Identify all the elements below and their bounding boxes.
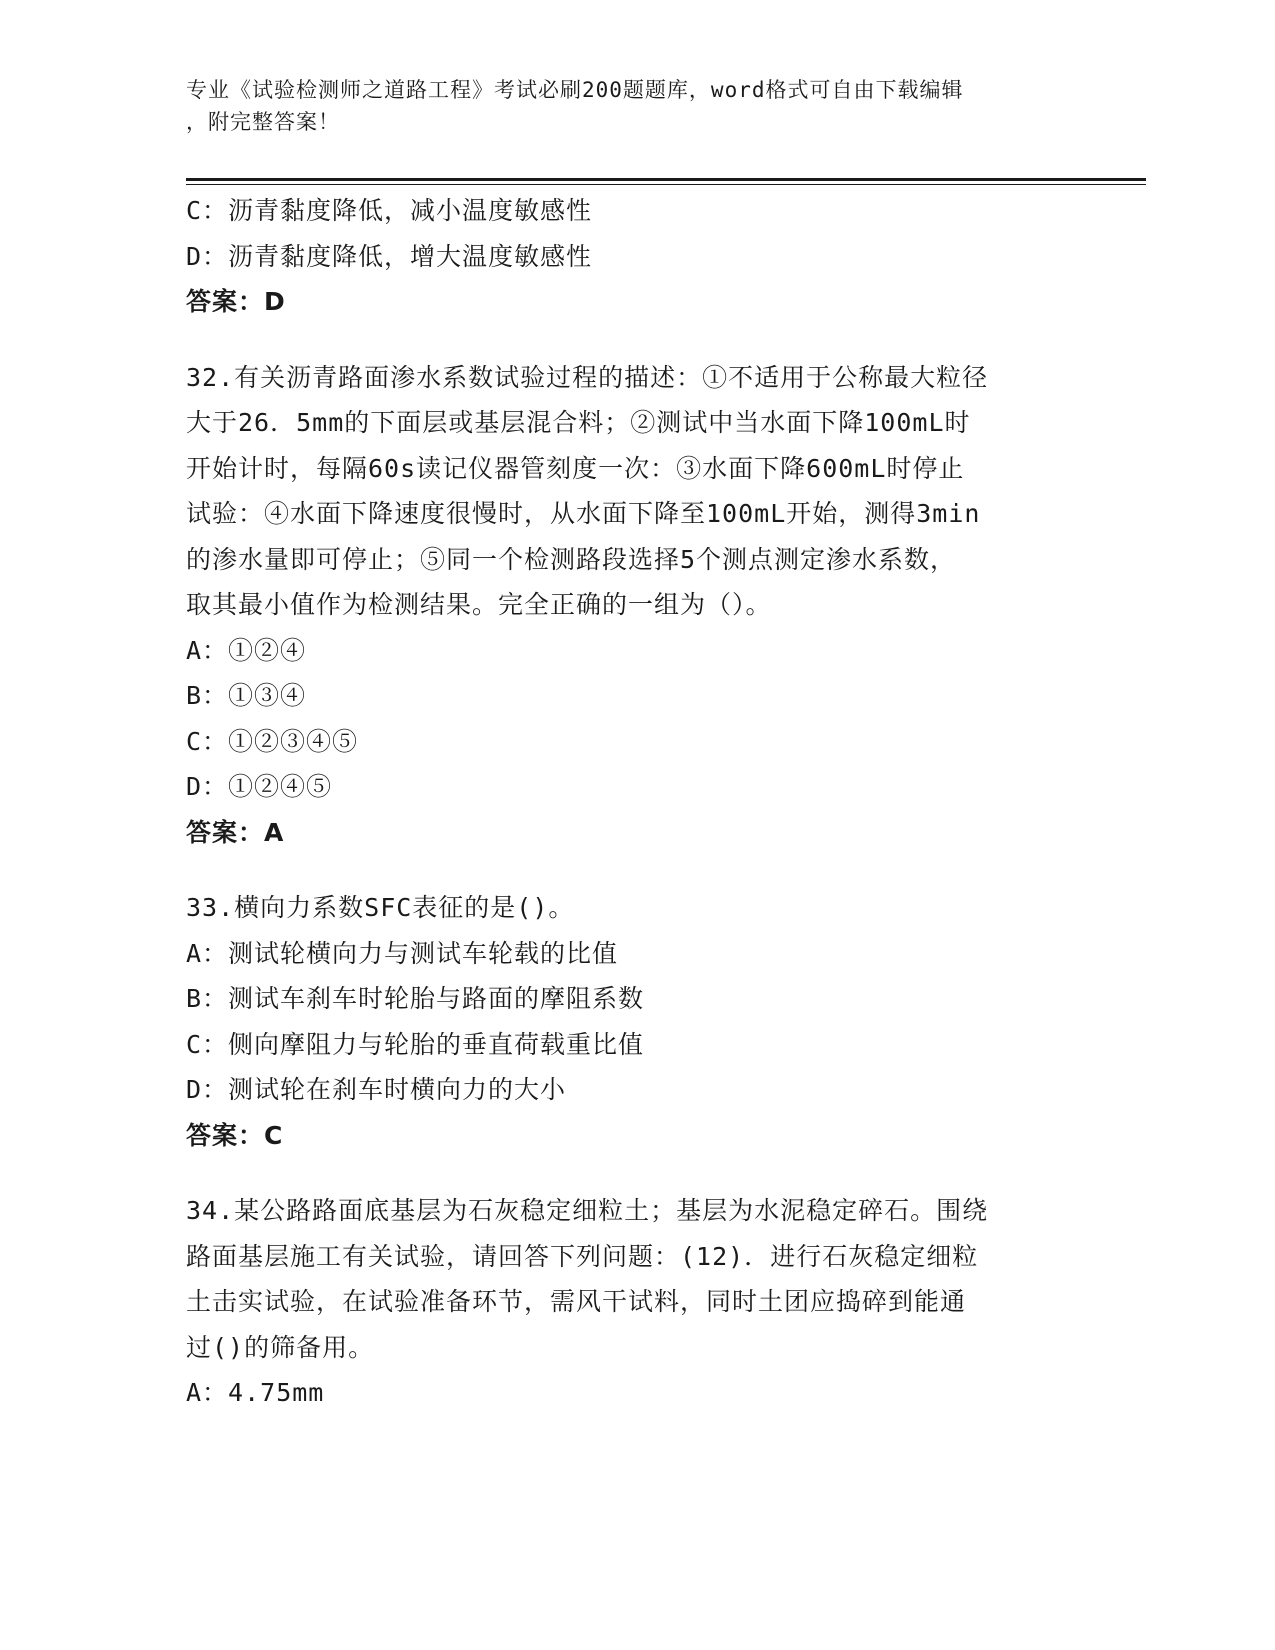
header-divider-thin [186, 184, 1146, 185]
question-stem [186, 1188, 1066, 1370]
stem-line: 33.横向力系数SFC表征的是()。 [186, 893, 575, 922]
stem-line: 大于26．5mm的下面层或基层混合料；②测试中当水面下降100mL时 [186, 408, 971, 437]
stem-line: 土击实试验，在试验准备环节，需风干试料，同时土团应捣碎到能通 [186, 1287, 967, 1316]
stem-line: 的渗水量即可停止；⑤同一个检测路段选择5个测点测定渗水系数， [186, 544, 957, 574]
option-b: B：测试车刹车时轮胎与路面的摩阻系数 [186, 984, 645, 1013]
option-d: D：①②④⑤ [186, 772, 333, 801]
header-line-2: ，附完整答案！ [186, 110, 340, 134]
stem-line: 试验：④水面下降速度很慢时，从水面下降至100mL开始，测得3min [186, 499, 981, 528]
option-a: A：①②④ [186, 635, 307, 665]
answer-label: 答案：A [186, 817, 285, 847]
stem-line: 开始计时，每隔60s读记仪器管刻度一次：③水面下降600mL时停止 [186, 453, 965, 483]
answer-label: 答案：C [186, 1120, 284, 1150]
stem-line: 路面基层施工有关试验，请回答下列问题：(12)．进行石灰稳定细粒 [186, 1241, 979, 1271]
option-c: C：①②③④⑤ [186, 726, 359, 756]
question-33 [186, 885, 1066, 1158]
stem-line: 过()的筛备用。 [186, 1332, 375, 1362]
question-34 [186, 1188, 1066, 1416]
document-content [186, 188, 1066, 1416]
option-d: D：沥青黏度降低，增大温度敏感性 [186, 241, 593, 271]
header-line-1: 专业《试验检测师之道路工程》考试必刷200题题库，word格式可自由下载编辑 [186, 78, 964, 102]
question-31-tail [186, 188, 1066, 325]
question-32 [186, 355, 1066, 856]
stem-line: 取其最小值作为检测结果。完全正确的一组为（）。 [186, 590, 772, 619]
option-d: D：测试轮在刹车时横向力的大小 [186, 1075, 567, 1104]
option-a: A：测试轮横向力与测试车轮载的比值 [186, 938, 619, 968]
question-stem [186, 355, 1066, 628]
option-b: B：①③④ [186, 681, 307, 710]
question-stem [186, 885, 1066, 931]
stem-line: 32.有关沥青路面渗水系数试验过程的描述：①不适用于公称最大粒径 [186, 362, 989, 392]
document-header [186, 74, 1066, 138]
option-c: C：侧向摩阻力与轮胎的垂直荷载重比值 [186, 1029, 645, 1059]
stem-line: 34.某公路路面底基层为石灰稳定细粒土；基层为水泥稳定碎石。围绕 [186, 1196, 989, 1225]
answer-label: 答案：D [186, 287, 286, 316]
header-divider-thick [186, 178, 1146, 181]
option-c: C：沥青黏度降低，减小温度敏感性 [186, 196, 593, 225]
option-a: A：4.75mm [186, 1378, 325, 1407]
